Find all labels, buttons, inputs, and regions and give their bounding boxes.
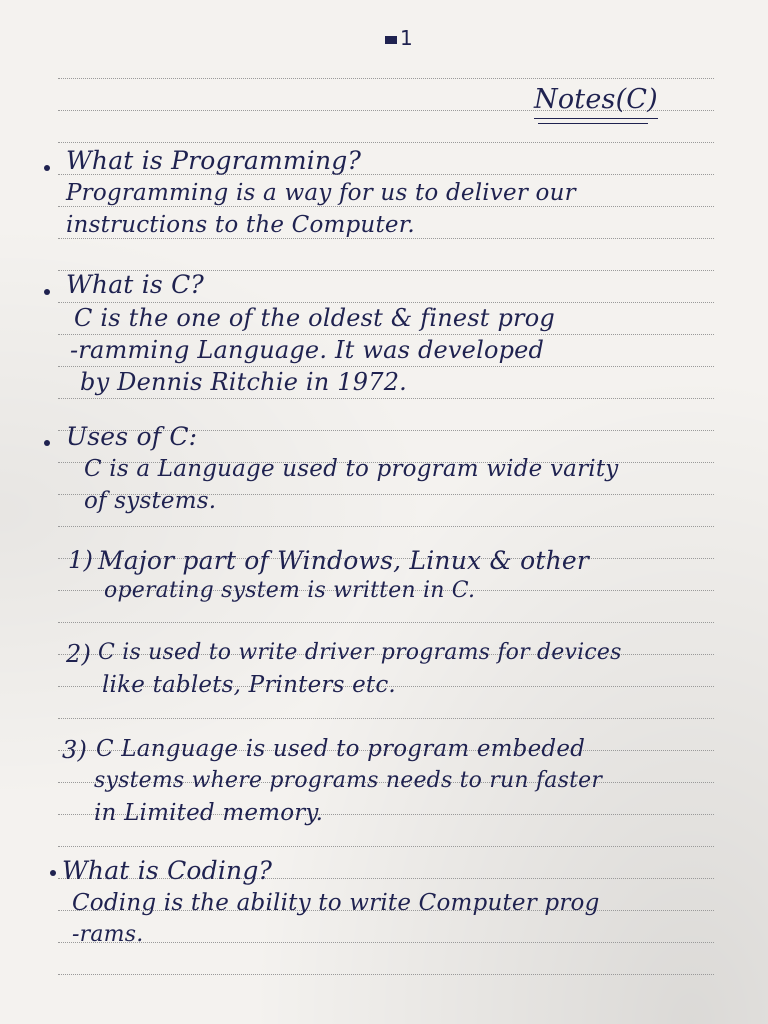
page-number: 1 (385, 26, 413, 50)
ruled-line (58, 142, 714, 143)
bullet (44, 165, 50, 171)
ruled-line (58, 398, 714, 399)
list-item-text: in Limited memory. (94, 800, 324, 826)
ruled-line (58, 526, 714, 527)
section-text-line: -rams. (72, 922, 144, 947)
bullet (44, 440, 50, 446)
ruled-line (58, 302, 714, 303)
section-text-line: Coding is the ability to write Computer prog (72, 890, 600, 916)
ruled-line (58, 238, 714, 239)
list-item-text: Major part of Windows, Linux & other (98, 546, 590, 575)
section-heading: What is C? (66, 270, 204, 299)
list-number: 2) (66, 640, 92, 668)
bullet (50, 870, 56, 876)
ruled-line (58, 846, 714, 847)
section-heading: Uses of C: (66, 422, 198, 451)
ruled-line (58, 334, 714, 335)
section-text-line: C is a Language used to program wide varity (84, 456, 619, 482)
section-heading: What is Coding? (62, 856, 273, 885)
section-text-line: -ramming Language. It was developed (70, 336, 545, 364)
list-item-text: systems where programs needs to run faster (94, 768, 603, 793)
section-text-line: instructions to the Computer. (66, 212, 415, 238)
section-text-line: Programming is a way for us to deliver our (66, 180, 576, 206)
ruled-line (58, 366, 714, 367)
ruled-line (58, 206, 714, 207)
list-item-text: operating system is written in C. (104, 578, 476, 603)
page-title: Notes(C) (534, 84, 658, 115)
list-number: 1) (68, 546, 94, 574)
ruled-line (58, 974, 714, 975)
ruled-line (58, 718, 714, 719)
ruled-line (58, 942, 714, 943)
list-number: 3) (62, 736, 88, 764)
ruled-line (58, 622, 714, 623)
bullet (44, 289, 50, 295)
list-item-text: like tablets, Printers etc. (102, 672, 396, 698)
list-item-text: C Language is used to program embeded (96, 736, 586, 762)
ruled-line (58, 78, 714, 79)
section-text-line: C is the one of the oldest & finest prog (74, 304, 555, 332)
list-item-text: C is used to write driver programs for devices (98, 640, 622, 665)
section-text-line: by Dennis Ritchie in 1972. (80, 368, 407, 396)
section-heading: What is Programming? (66, 146, 362, 175)
section-text-line: of systems. (84, 488, 217, 514)
